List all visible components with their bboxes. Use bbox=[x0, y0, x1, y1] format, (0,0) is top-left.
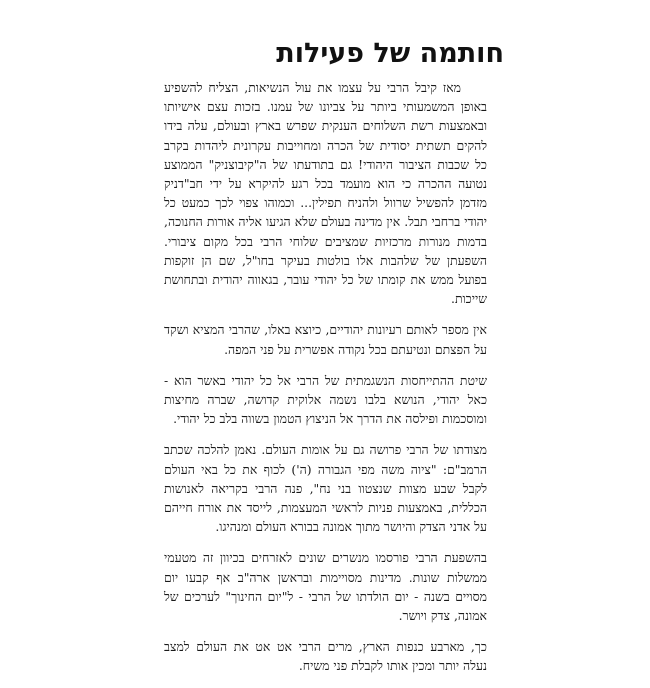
paragraph-1: מאז קיבל הרבי על עצמו את עול הנשיאות, הצליח להשפיע באופן המשמעותי ביותר על צביונו של עמנו. בזכות עצם אישיותו ובאמצעות רשת השלוחים הענקית שפרש בארץ ובעולם, עלה בידו להקים תשתית יסודית של הכרה ומחוייבות עקרונית ליהדות בקרב כל שכבות הציבור היהודי! גם בתודעתו של ה"קיבוצניק" הממוצע נטועה ההכרה כי הוא מועמד בכל רגע להיקרא על ידי חב"דניק מזדמן להפשיל שרוול ולהניח תפילין... וכמוהו צפוי לכך כמעט כל יהודי ברחבי תבל. אין מדינה בעולם שלא הגיעו אליה אורות החנוכה, בדמות מנורות מרכזיות שמציבים שלוחי הרבי בכל מקום ציבורי. השפעתן של שלהבות אלו בולטות בעיקר בחו"ל, שם הן זוקפות בפועל ממש את קומתו של כל יהודי עובר, בגאווה יהודית ובתחושת שייכות. bbox=[164, 80, 487, 307]
paragraph-2: אין מספר לאותם רעיונות יהודיים, כיוצא באלו, שהרבי המציא ושקד על הפצתם ונטיעתם בכל נקודה אפשרית על פני המפה. bbox=[164, 322, 487, 357]
article-body bbox=[164, 78, 487, 688]
paragraph-5: בהשפעת הרבי פורסמו מנשרים שונים לאזרחים בכיוון זה מטעמי ממשלות שונות. מדינות מסויימות ובראשן ארה"ב אף קבעו יום מסויים בשנה - יום הולדתו של הרבי - ל"יום החינוך" לערכים של אמונה, צדק ויושר. bbox=[164, 550, 487, 624]
paragraph-4: מצודתו של הרבי פרושה גם על אומות העולם. נאמן להלכה שכתב הרמב"ם: "ציוה משה מפי הגבורה (ה') לכוף את כל באי העולם לקבל שבע מצוות שנצטוו בני נח", פנה הרבי בקריאה לאנושות הכללית, באמצעות פניות לראשי המעצמות, לייסד את אורח חייהם על אדני הצדק והיושר מתוך אמונה בבורא העולם ומנהיגו. bbox=[164, 442, 487, 535]
page-title: חותמה של פעילות bbox=[276, 38, 504, 69]
paragraph-3: שיטת ההתייחסות הנשגמתית של הרבי אל כל יהודי באשר הוא - כאל יהודי, הנושא בלבו נשמה אלוקית קדושה, שברה מחיצות ומוסכמות ופילסה את הדרך אל הניצוץ הטמון בשווה בלב כל יהודי. bbox=[164, 372, 487, 427]
paragraph-6: כך, מארבע כנפות הארץ, מרים הרבי אט אט את העולם למצב נעלה יותר ומכין אותו לקבלת פני משיח. bbox=[164, 639, 487, 674]
